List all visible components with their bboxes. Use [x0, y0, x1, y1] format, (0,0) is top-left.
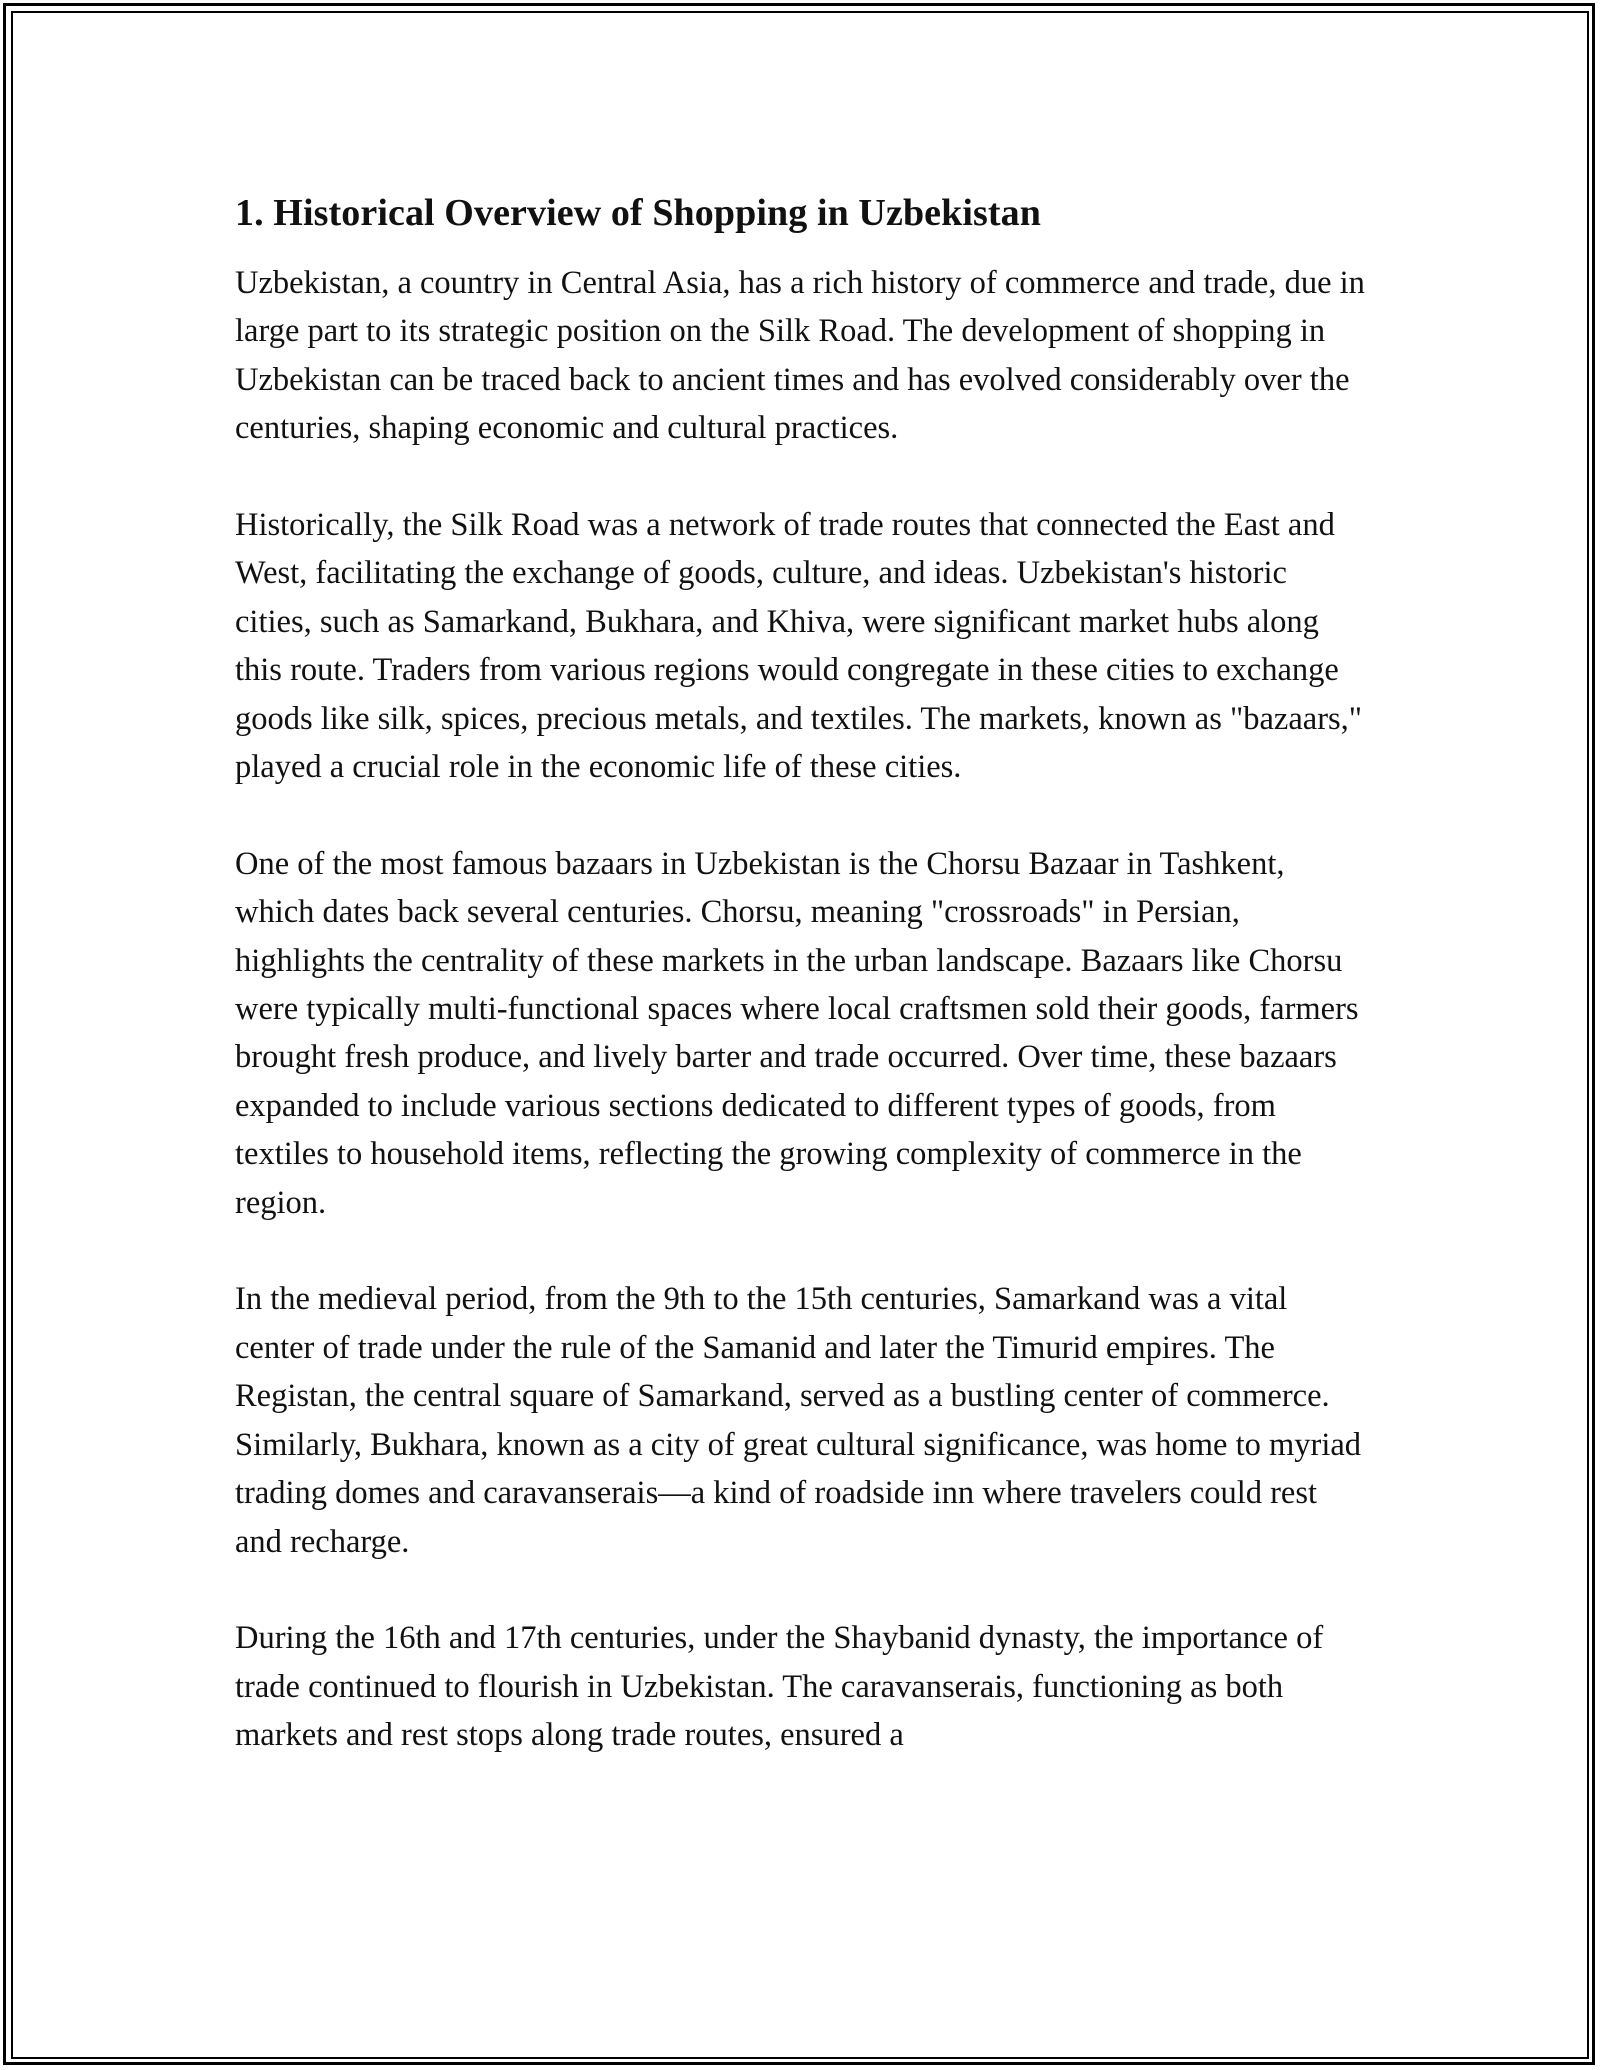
paragraph-intro: Uzbekistan, a country in Central Asia, has a rich history of commerce and trade, due in large part to its strategic position on the Silk Road. The development of shopping in Uzbekistan can be traced back to ancient times and has evolved considerably over the centuries, shaping economic and cultural practices. [235, 265, 1365, 447]
paragraph-medieval-period: In the medieval period, from the 9th to the 15th centuries, Samarkand was a vital center of trade under the rule of the Samanid and later the Timurid empires. The Registan, the central square of Samarkand, served as a bustling center of commerce. Similarly, Bukhara, known as a city of great cultural significance, was home to myriad trading domes and caravanserais—a kind of roadside inn where travelers could rest and recharge. [235, 1281, 1362, 1560]
section-heading: 1. Historical Overview of Shopping in Uzbekistan [235, 192, 1042, 234]
paragraph-shaybanid-dynasty: During the 16th and 17th centuries, under the Shaybanid dynasty, the importance of trade continued to flourish in Uzbekistan. The caravanserais, functioning as both markets and rest stops along trade routes, ensured a [235, 1620, 1324, 1754]
paragraph-chorsu-bazaar: One of the most famous bazaars in Uzbekistan is the Chorsu Bazaar in Tashkent, which dates back several centuries. Chorsu, meaning "crossroads" in Persian, highlights the centrality of these markets in the urban landscape. Bazaars like Chorsu were typically multi-functional spaces where local craftsmen sold their goods, farmers brought fresh produce, and lively barter and trade occurred. Over time, these bazaars expanded to include various sections dedicated to different types of goods, from textiles to household items, reflecting the growing complexity of commerce in the region. [235, 845, 1359, 1221]
paragraph-silk-road: Historically, the Silk Road was a network of trade routes that connected the East and West, facilitating the exchange of goods, culture, and ideas. Uzbekistan's historic cities, such as Samarkand, Bukhara, and Khiva, were significant market hubs along this route. Traders from various regions would congregate in these cities to exchange goods like silk, spices, precious metals, and textiles. The markets, known as "bazaars," played a crucial role in the economic life of these cities. [235, 507, 1363, 786]
document-body [235, 185, 1370, 1808]
